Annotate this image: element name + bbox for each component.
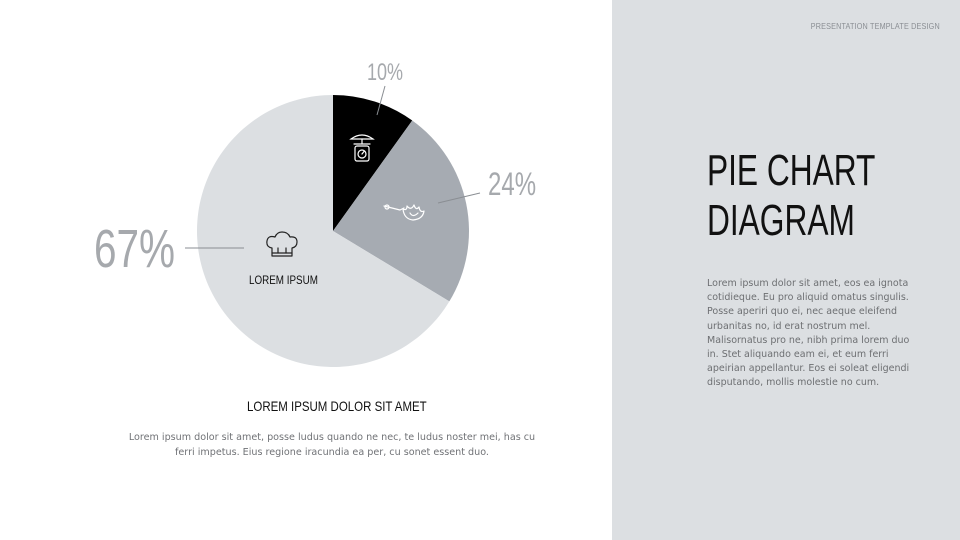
pie-label-10: 10% [367,59,404,86]
pie-label-67: 67% [94,219,176,279]
slice-caption: LOREM IPSUM [249,273,318,287]
chart-description: Lorem ipsum dolor sit amet, posse ludus quando ne nec, te ludus noster mei, has cu ferri impetus. Eius regione iracundia ea per, cu sonet essent duo. [128,432,536,458]
pie-label-24: 24% [488,166,537,202]
slide-title-line-2: DIAGRAM [707,196,855,245]
slide-title [707,146,875,246]
sidebar-body-text: Lorem ipsum dolor sit amet, eos ea ignota cotidieque. Eu pro aliquid omatus singulis. Posse aperiri quo ei, nec aeque eleifend urbanitas no, id erat nostrum mel. Malisornatus pro ne, nibh prima lorem duo in. Stet aliquando eam ei, et eum ferri apeirian appellantur. Eos ei soleat eligendi disputando, mollis molestie no cum. [707,278,910,389]
sidebar-panel [612,0,960,540]
pie-slices [197,95,469,367]
chart-subtitle: LOREM IPSUM DOLOR SIT AMET [247,398,427,414]
slide-title-line-1: PIE CHART [707,146,876,195]
header-label: PRESENTATION TEMPLATE DESIGN [810,21,940,31]
